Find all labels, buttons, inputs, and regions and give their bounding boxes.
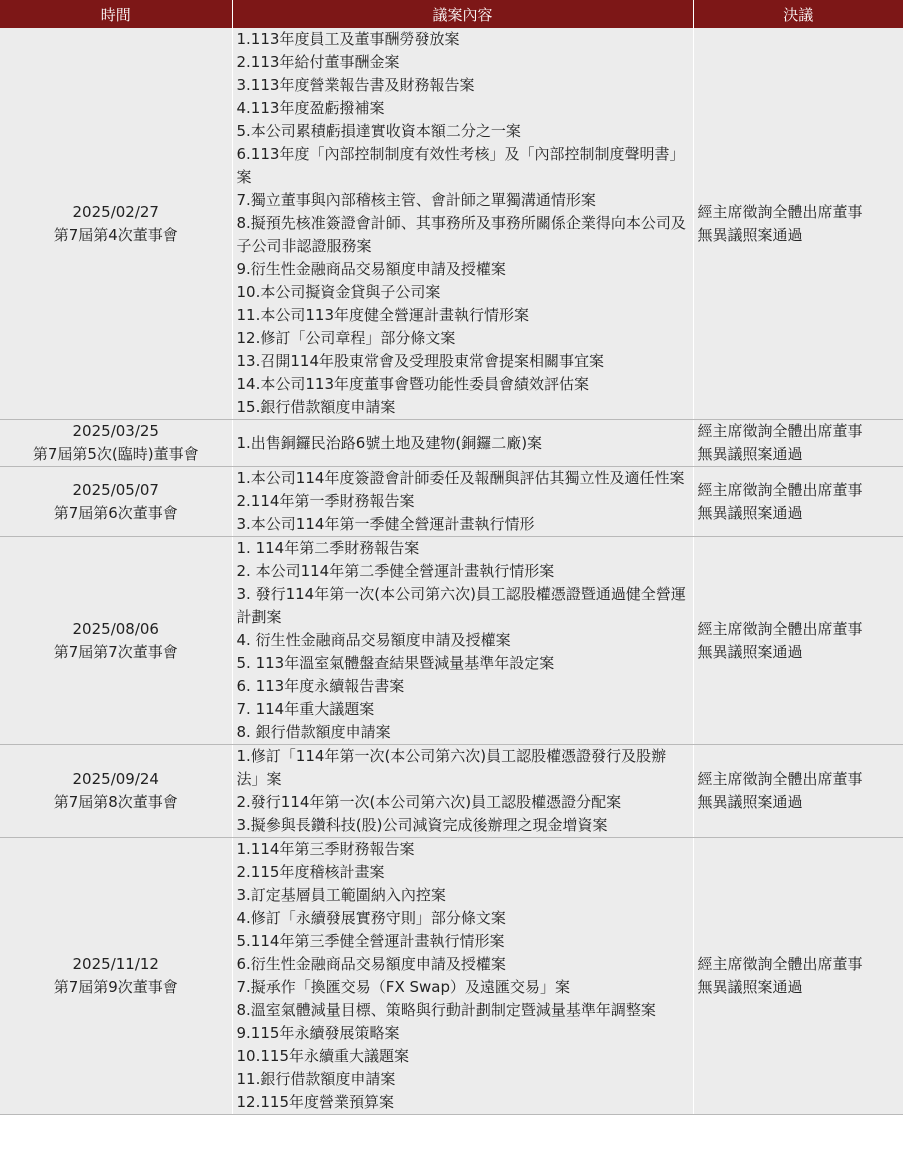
meeting-date: 2025/08/06 [72, 619, 159, 638]
meeting-date: 2025/09/24 [72, 770, 159, 788]
table-row [0, 467, 903, 537]
agenda-item: 2.113年給付董事酬金案 [236, 53, 400, 71]
decision-cell [693, 838, 903, 1115]
agenda-item: 8.溫室氣體減量目標、策略與行動計劃制定暨減量基準年調整案 [236, 1001, 656, 1019]
decision-cell [693, 467, 903, 537]
agenda-item: 7.擬承作「換匯交易（FX Swap）及遠匯交易」案 [236, 978, 570, 996]
agenda-item: 11.銀行借款額度申請案 [236, 1070, 396, 1088]
meeting-name: 第7屆第5次(臨時)董事會 [32, 445, 199, 463]
decision-text: 無異議照案通過 [697, 225, 803, 244]
meeting-name: 第7屆第6次董事會 [53, 503, 178, 522]
agenda-item: 3.訂定基層員工範圍納入內控案 [236, 886, 446, 904]
agenda-item: 7. 114年重大議題案 [236, 700, 375, 718]
decision-cell [693, 28, 903, 420]
table-row [0, 537, 903, 745]
agenda-item: 12.修訂「公司章程」部分條文案 [236, 329, 456, 347]
decision-cell [693, 420, 903, 467]
meeting-name: 第7屆第8次董事會 [53, 793, 178, 811]
meeting-name: 第7屆第9次董事會 [53, 978, 178, 996]
agenda-cell [232, 838, 693, 1115]
table-row [0, 420, 903, 467]
meeting-cell [0, 537, 232, 745]
agenda-item: 1.修訂「114年第一次(本公司第六次)員工認股權憑證發行及股辦法」案 [236, 747, 667, 788]
decision-cell [693, 537, 903, 745]
header-time: 時間 [0, 0, 232, 28]
agenda-cell [232, 537, 693, 745]
decision-cell [693, 745, 903, 838]
agenda-item: 14.本公司113年度董事會暨功能性委員會績效評估案 [236, 375, 589, 393]
agenda-item: 9.衍生性金融商品交易額度申請及授權案 [236, 260, 506, 278]
meeting-cell [0, 838, 232, 1115]
table-row [0, 838, 903, 1115]
agenda-item: 2. 本公司114年第二季健全營運計畫執行情形案 [236, 562, 555, 580]
agenda-cell [232, 745, 693, 838]
agenda-item: 3. 發行114年第一次(本公司第六次)員工認股權憑證暨通過健全營運計劃案 [236, 585, 686, 626]
meeting-date: 2025/05/07 [72, 480, 159, 499]
agenda-item: 4.113年度盈虧撥補案 [236, 99, 385, 117]
agenda-item: 1.本公司114年度簽證會計師委任及報酬與評估其獨立性及適任性案 [236, 469, 685, 487]
agenda-item: 10.115年永續重大議題案 [236, 1047, 409, 1065]
agenda-item: 3.本公司114年第一季健全營運計畫執行情形 [236, 515, 535, 533]
agenda-item: 10.本公司擬資金貸與子公司案 [236, 283, 441, 301]
agenda-item: 1. 114年第二季財務報告案 [236, 539, 420, 557]
agenda-item: 3.113年度營業報告書及財務報告案 [236, 76, 475, 94]
meeting-cell [0, 28, 232, 420]
agenda-item: 1.出售銅鑼民治路6號土地及建物(銅鑼二廠)案 [236, 433, 543, 452]
decision-text: 經主席徵詢全體出席董事 [697, 619, 863, 638]
agenda-item: 11.本公司113年度健全營運計畫執行情形案 [236, 306, 529, 324]
meeting-name: 第7屆第7次董事會 [53, 642, 178, 661]
decision-text: 無異議照案通過 [697, 793, 803, 811]
table-body [0, 28, 903, 1115]
agenda-cell [232, 28, 693, 420]
agenda-item: 6.衍生性金融商品交易額度申請及授權案 [236, 955, 506, 973]
agenda-item: 1.114年第三季財務報告案 [236, 840, 415, 858]
header-content: 議案內容 [232, 0, 693, 28]
agenda-item: 2.114年第一季財務報告案 [236, 492, 415, 510]
meeting-date: 2025/11/12 [72, 955, 159, 973]
agenda-cell [232, 420, 693, 467]
decision-text: 經主席徵詢全體出席董事 [697, 955, 863, 973]
agenda-item: 12.115年度營業預算案 [236, 1093, 394, 1111]
agenda-item: 7.獨立董事與內部稽核主管、會計師之單獨溝通情形案 [236, 191, 596, 209]
agenda-item: 3.擬參與長鑽科技(股)公司減資完成後辦理之現金增資案 [236, 816, 608, 834]
decision-text: 無異議照案通過 [697, 978, 803, 996]
meeting-name: 第7屆第4次董事會 [53, 225, 178, 244]
decision-text: 經主席徵詢全體出席董事 [697, 422, 863, 440]
agenda-item: 8.擬預先核准簽證會計師、其事務所及事務所關係企業得向本公司及子公司非認證服務案 [236, 214, 686, 255]
agenda-item: 4. 衍生性金融商品交易額度申請及授權案 [236, 631, 511, 649]
agenda-item: 5. 113年溫室氣體盤查結果暨減量基準年設定案 [236, 654, 555, 672]
agenda-item: 6. 113年度永續報告書案 [236, 677, 405, 695]
agenda-item: 13.召開114年股東常會及受理股東常會提案相關事宜案 [236, 352, 604, 370]
agenda-cell [232, 467, 693, 537]
decision-text: 經主席徵詢全體出席董事 [697, 770, 863, 788]
agenda-item: 4.修訂「永續發展實務守則」部分條文案 [236, 909, 506, 927]
agenda-item: 8. 銀行借款額度申請案 [236, 723, 391, 741]
agenda-item: 1.113年度員工及董事酬勞發放案 [236, 30, 460, 48]
agenda-item: 6.113年度「內部控制制度有效性考核」及「內部控制制度聲明書」案 [236, 145, 685, 186]
agenda-item: 2.發行114年第一次(本公司第六次)員工認股權憑證分配案 [236, 793, 622, 811]
agenda-item: 5.114年第三季健全營運計畫執行情形案 [236, 932, 505, 950]
table-row [0, 28, 903, 420]
decision-text: 無異議照案通過 [697, 642, 803, 661]
agenda-item: 15.銀行借款額度申請案 [236, 398, 396, 416]
table-row [0, 745, 903, 838]
decision-text: 經主席徵詢全體出席董事 [697, 480, 863, 499]
meeting-date: 2025/03/25 [72, 422, 159, 440]
agenda-item: 9.115年永續發展策略案 [236, 1024, 400, 1042]
agenda-item: 5.本公司累積虧損達實收資本額二分之一案 [236, 122, 521, 140]
meeting-date: 2025/02/27 [72, 202, 159, 221]
meeting-cell [0, 420, 232, 467]
meeting-cell [0, 467, 232, 537]
header-decision: 決議 [693, 0, 903, 28]
meeting-cell [0, 745, 232, 838]
decision-text: 無異議照案通過 [697, 445, 803, 463]
agenda-item: 2.115年度稽核計畫案 [236, 863, 385, 881]
table-header-row [0, 0, 903, 28]
decision-text: 無異議照案通過 [697, 503, 803, 522]
decision-text: 經主席徵詢全體出席董事 [697, 202, 863, 221]
